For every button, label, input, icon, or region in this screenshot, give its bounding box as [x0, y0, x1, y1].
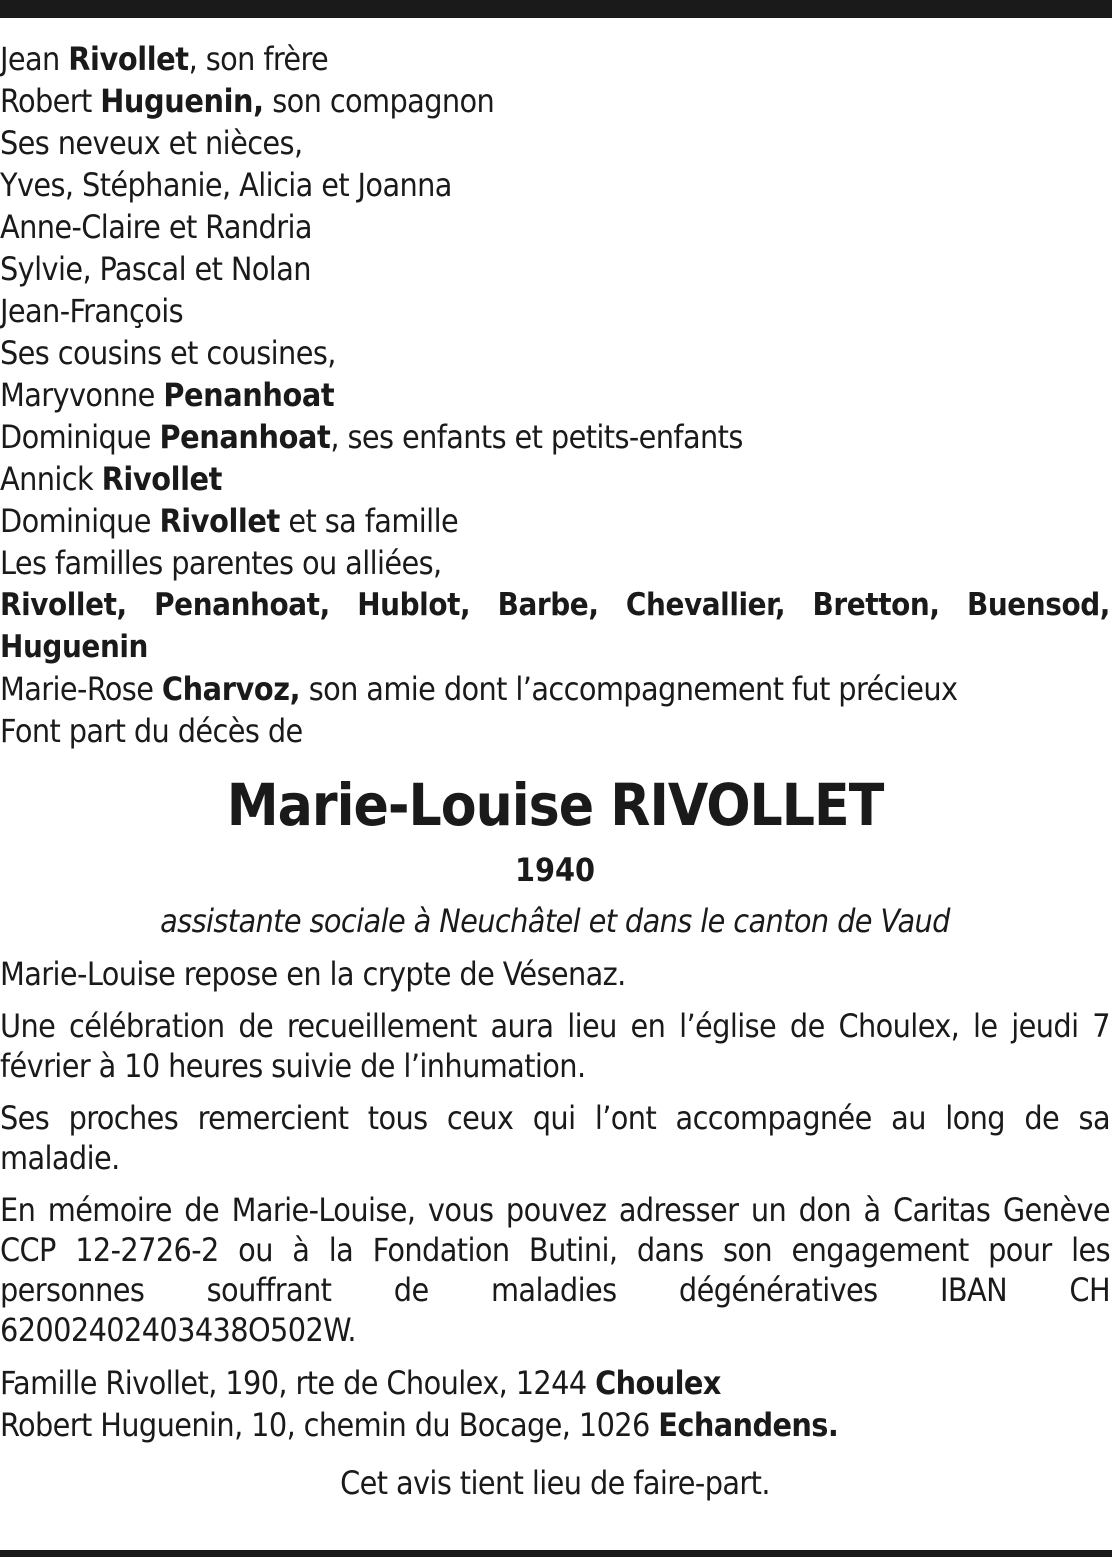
address-block: [0, 1362, 1110, 1446]
family-line: Annick Rivollet: [0, 460, 223, 498]
deceased-name: Marie-Louise RIVOLLET: [226, 771, 884, 839]
family-line: Jean-François: [0, 292, 184, 330]
paragraph-ceremony: Une célébration de recueillement aura lieu en l’église de Choulex, le jeudi 7 février à 10 heures suivie de l’inhumation.: [0, 1007, 1110, 1085]
family-line: Jean Rivollet, son frère: [0, 40, 329, 78]
profession: assistante sociale à Neuchâtel et dans le canton de Vaud: [160, 902, 950, 940]
closing-note: Cet avis tient lieu de faire-part.: [340, 1464, 770, 1502]
related-families: Rivollet, Penanhoat, Hublot, Barbe, Chevallier, Bretton, Buensod, Huguenin: [0, 587, 1110, 665]
family-line: Maryvonne Penanhoat: [0, 376, 335, 414]
paragraph-rest-place: Marie-Louise repose en la crypte de Vésenaz.: [0, 955, 626, 993]
family-line: Ses cousins et cousines,: [0, 334, 336, 372]
obituary-notice: [0, 38, 1110, 1504]
family-line: Les familles parentes ou alliées,: [0, 544, 442, 582]
family-list: [0, 38, 1110, 752]
address-line: Famille Rivollet, 190, rte de Choulex, 1244 Choulex: [0, 1364, 721, 1402]
family-line: Robert Huguenin, son compagnon: [0, 82, 495, 120]
family-line: Yves, Stéphanie, Alicia et Joanna: [0, 166, 452, 204]
top-rule: [0, 0, 1112, 18]
family-line: Dominique Rivollet et sa famille: [0, 502, 459, 540]
paragraph-thanks: Ses proches remercient tous ceux qui l’ont accompagnée au long de sa maladie.: [0, 1099, 1110, 1177]
family-line: Anne-Claire et Randria: [0, 208, 312, 246]
paragraph-donation: En mémoire de Marie-Louise, vous pouvez adresser un don à Caritas Genève CCP 12-2726-2 ou à la Fondation Butini, dans son engagement pour les personnes souffrant de maladies dégénératives IBAN CH 62002402403438O502W.: [0, 1191, 1110, 1349]
friend-line: Marie-Rose Charvoz, son amie dont l’accompagnement fut précieux: [0, 670, 958, 708]
family-line: Sylvie, Pascal et Nolan: [0, 250, 311, 288]
announcement-line: Font part du décès de: [0, 712, 303, 750]
family-line: Dominique Penanhoat, ses enfants et petits-enfants: [0, 418, 743, 456]
family-line: Ses neveux et nièces,: [0, 124, 303, 162]
bottom-rule: [0, 1550, 1112, 1557]
address-line: Robert Huguenin, 10, chemin du Bocage, 1026 Echandens.: [0, 1406, 839, 1444]
birth-year: 1940: [514, 851, 596, 889]
